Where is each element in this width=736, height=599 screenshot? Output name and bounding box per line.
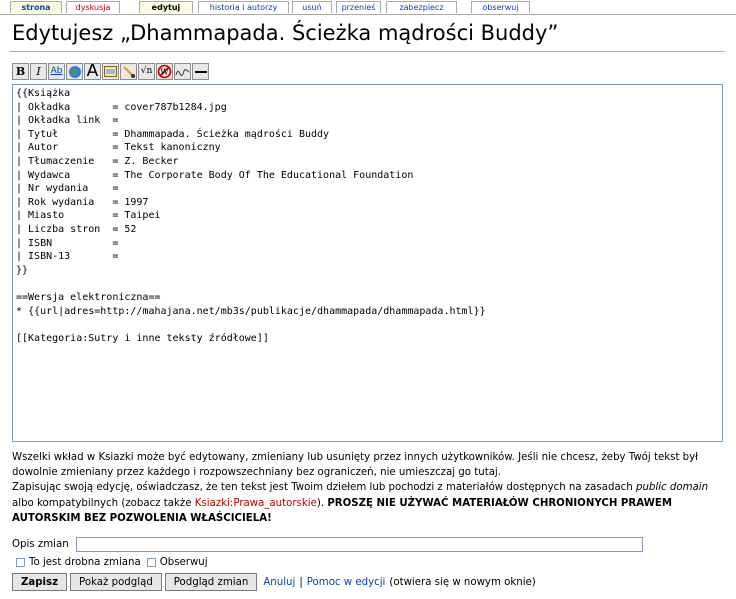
editor-content[interactable]: {{Książka | Okładka = cover787b1284.jpg | Okładka link = | Tytuł = Dhammapada. Ścieżka mądrości Buddy | Autor = Tekst kanoniczny | Tłumaczenie = Z. Becker | Wydawca = The Corporate Body Of The Educational Foundation | Nr wydania = | Rok wydania = 1997 | Miasto = Taipei | Liczba stron = 52 | ISBN = | ISBN-13 = }} ==Wersja elektroniczna== * {{url|adres=http://mahajana.net/mb3s/publikacje/dhammapada/dhammapada.html}} [[Kategoria:Sutry i inne teksty źródłowe]]: [16, 88, 486, 344]
tab-strona[interactable]: strona: [10, 1, 62, 13]
tab-przenies[interactable]: przenieś: [336, 1, 381, 13]
watch-label: Obserwuj: [159, 557, 208, 568]
diff-button[interactable]: Podgląd zmian: [165, 573, 258, 591]
wikitext-editor[interactable]: [12, 84, 723, 442]
separator: |: [299, 576, 303, 588]
page-tabs: [0, 0, 736, 14]
horizontal-line-icon[interactable]: [192, 63, 209, 80]
minor-edit-label: To jest drobna zmiana: [29, 557, 141, 568]
license-notice: Wszelki wkład w Ksiazki może być edytowany, zmieniany lub usunięty przez innych użytkowników. Jeśli nie chcesz, żeby Twój tekst był dowolnie zmieniany przez każdego i rozpowszechniany bez ograniczeń, nie umieszczaj go tutaj.: [12, 452, 699, 479]
tab-dyskusja[interactable]: dyskusja: [66, 1, 120, 13]
page-title: Edytujesz „Dhammapada. Ścieżka mądrości Buddy”: [12, 21, 559, 45]
tab-historia[interactable]: historia i autorzy: [198, 1, 289, 13]
edit-buttons: [12, 573, 536, 591]
tab-divider: [0, 14, 736, 15]
image-icon[interactable]: [102, 63, 119, 80]
copyright-link[interactable]: Ksiazki:Prawa_autorskie: [194, 497, 317, 509]
svg-text:W: W: [160, 67, 169, 77]
summary-label: Opis zmian: [12, 539, 69, 550]
tab-usun[interactable]: usuń: [292, 1, 332, 13]
bold-icon[interactable]: B: [12, 63, 29, 80]
copyright-notice: Zapisując swoją edycję, oświadczasz, że ten tekst jest Twoim dziełem lub pochodzi z materiałów dostępnych na zasadach public domain albo kompatybilnych (zobacz także Ksiazki:Prawa_autorskie). PROSZĘ NIE UŻYWAĆ MATERIAŁÓW CHRONIONYCH PRAWEM AUTORSKIM BEZ POZWOLENIA WŁAŚCICIELA!: [12, 482, 709, 524]
edit-toolbar: [12, 63, 210, 81]
headline-icon[interactable]: A: [84, 63, 101, 80]
copyright-warning: PROSZĘ NIE UŻYWAĆ MATERIAŁÓW CHRONIONYCH PRAWEM AUTORSKIM BEZ POZWOLENIA WŁAŚCICIELA!: [12, 497, 672, 524]
edit-notice: [12, 450, 724, 526]
media-icon[interactable]: [120, 63, 137, 80]
help-note: (otwiera się w nowym oknie): [389, 576, 536, 588]
cancel-link[interactable]: Anuluj: [263, 576, 296, 588]
nowiki-icon[interactable]: [156, 63, 173, 80]
math-icon[interactable]: √n: [138, 63, 155, 80]
watch-checkbox[interactable]: [147, 558, 156, 567]
minor-edit-checkbox[interactable]: [16, 558, 25, 567]
edit-options: [16, 557, 208, 568]
preview-button[interactable]: Pokaż podgląd: [70, 573, 162, 591]
internal-link-icon[interactable]: Ab: [48, 63, 65, 80]
tab-edytuj[interactable]: edytuj: [139, 1, 193, 13]
summary-input[interactable]: [76, 537, 643, 552]
help-link[interactable]: Pomoc w edycji: [306, 576, 386, 588]
save-button[interactable]: Zapisz: [12, 573, 67, 591]
external-link-icon[interactable]: [66, 63, 83, 80]
italic-icon[interactable]: I: [30, 63, 47, 80]
signature-icon[interactable]: [174, 63, 191, 80]
title-divider: [10, 51, 725, 52]
tab-obserwuj[interactable]: obserwuj: [471, 1, 530, 13]
tab-zabezpiecz[interactable]: zabezpiecz: [386, 1, 457, 13]
